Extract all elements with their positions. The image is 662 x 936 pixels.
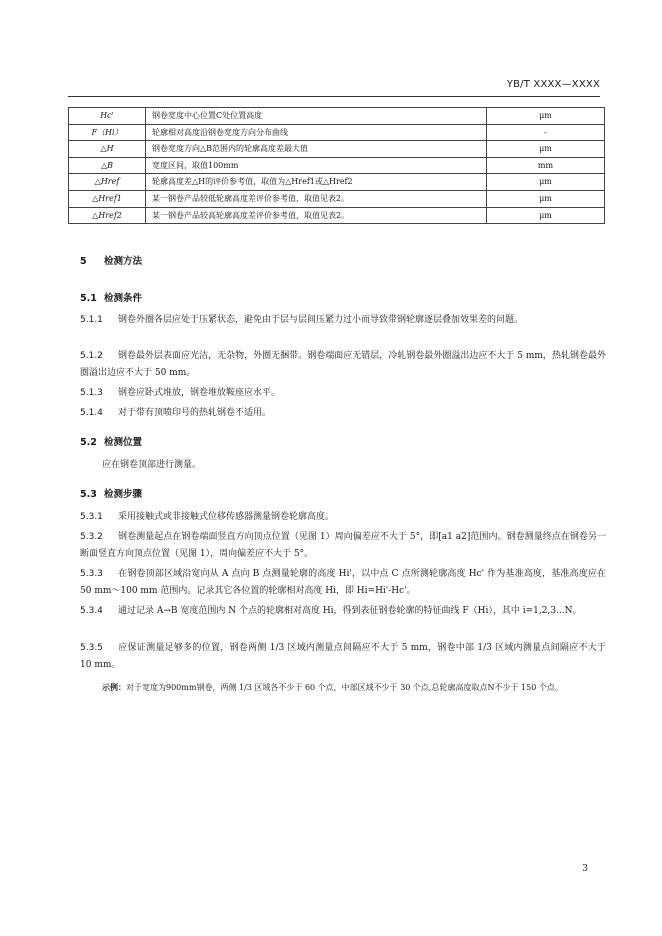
table-row: [69, 207, 605, 224]
description-cell: 钢卷宽度中心位置C处位置高度: [146, 108, 487, 125]
symbol-cell: △Href: [69, 174, 146, 191]
clause-number: 5.1.4: [80, 408, 103, 418]
document-code: YB/T XXXX—XXXX: [506, 79, 600, 90]
description-cell: 宽度区间，取值100mm: [146, 157, 487, 174]
clause-text: 钢卷最外层表面应光洁，无杂物，外圈无捆带。钢卷端面应无错层，冷轧钢卷最外圈溢出边应不大于 5 mm，热轧钢卷最外圈溢出边应不大于 50 mm。: [80, 351, 606, 378]
unit-cell: μm: [487, 108, 605, 125]
clause-number: 5.3.5: [80, 643, 103, 653]
clause-5-1-4: [80, 405, 606, 422]
section-title: 检测方法: [104, 256, 143, 267]
subsection-number: 5.2: [80, 437, 97, 448]
clause-5-1-3: [80, 385, 606, 402]
symbol-cell: △Href2: [69, 207, 146, 224]
clause-text: 应保证测量足够多的位置，钢卷两侧 1/3 区域内测量点间隔应不大于 5 mm，钢卷中部 1/3 区域内测量点间隔应不大于 10 mm。: [80, 643, 606, 670]
table-row: [69, 141, 605, 158]
clause-text: 钢卷外圈各层应处于压紧状态，避免由于层与层间压紧力过小而导致带钢轮廓逐层叠加效果差的问题。: [118, 315, 524, 325]
description-cell: 轮廓相对高度沿钢卷宽度方向分布曲线: [146, 124, 487, 141]
clause-5-3-3: [80, 566, 606, 599]
clause-number: 5.3.3: [80, 569, 103, 579]
subsection-title: 检测条件: [104, 293, 143, 304]
symbol-cell: F（Hi）: [69, 124, 146, 141]
clause-text: 采用接触式或非接触式位移传感器测量钢卷轮廓高度。: [118, 512, 335, 522]
description-cell: 轮廓高度差△H的评价参考值，取值为△Href1或△Href2: [146, 174, 487, 191]
section-number: 5: [80, 256, 87, 267]
clause-number: 5.1.1: [80, 315, 103, 325]
example-label: 示例：: [102, 683, 126, 692]
clause-number: 5.3.4: [80, 606, 103, 616]
clause-text: 在钢卷顶部区域沿宽向从 A 点向 B 点测量轮廓的高度 Hi'，以中点 C 点所测轮廓高度 Hc' 作为基准高度，基准高度应在 50 mm～100 mm 范围内。记录其它各位置的轮廓相对高度 Hi，即 Hi=Hi'-Hc'。: [80, 569, 606, 596]
unit-cell: μm: [487, 207, 605, 224]
subsection-title: 检测步骤: [104, 489, 143, 500]
symbol-cell: △B: [69, 157, 146, 174]
paragraph-5-2: [102, 457, 602, 474]
clause-number: 5.3.1: [80, 512, 103, 522]
clause-number: 5.1.2: [80, 351, 103, 361]
subsection-number: 5.1: [80, 293, 97, 304]
unit-cell: mm: [487, 157, 605, 174]
subsection-number: 5.3: [80, 489, 97, 500]
unit-cell: μm: [487, 141, 605, 158]
description-cell: 某一钢卷产品较高轮廓高度差评价参考值，取值见表2。: [146, 207, 487, 224]
description-cell: 钢卷宽度方向△B范围内的轮廓高度差最大值: [146, 141, 487, 158]
clause-5-3-1: [80, 509, 606, 526]
symbol-cell: Hc': [69, 108, 146, 125]
subsection-title: 检测位置: [104, 437, 143, 448]
subsection-heading: [80, 290, 142, 304]
symbol-cell: △Href1: [69, 190, 146, 207]
table-row: [69, 108, 605, 125]
symbol-cell: △H: [69, 141, 146, 158]
clause-5-3-4: [80, 603, 606, 620]
clause-5-1-2: [80, 348, 606, 381]
table-row: [69, 157, 605, 174]
paragraph-text: 应在钢卷顶部进行测量。: [102, 460, 202, 470]
clause-text: 钢卷测量起点在钢卷端面竖直方向顶点位置（见图 1）周向偏差应不大于 5°，即[a1 a2]范围内。钢卷测量终点在钢卷另一断面竖直方向顶点位置（见图 1），周向偏差应不大于 5°。: [80, 532, 606, 559]
description-cell: 某一钢卷产品较低轮廓高度差评价参考值，取值见表2。: [146, 190, 487, 207]
clause-5-3-5: [80, 640, 606, 673]
clause-text: 钢卷应卧式堆放，钢卷堆放鞍座应水平。: [118, 388, 281, 398]
clause-text: 通过记录 A→B 宽度范围内 N 个点的轮廓相对高度 Hi，得到表征钢卷轮廓的特征曲线 F（Hi），其中 i=1,2,3...N。: [118, 606, 582, 616]
clause-text: 对于带有顶喷印号的热轧钢卷不适用。: [118, 408, 272, 418]
unit-cell: -: [487, 124, 605, 141]
unit-cell: μm: [487, 174, 605, 191]
example-text: 对于宽度为900mm钢卷，两侧 1/3 区域各不少于 60 个点，中部区域不少于 30 个点,总轮廓高度取点N不少于 150 个点。: [126, 683, 563, 692]
table-row: [69, 190, 605, 207]
subsection-heading: [80, 486, 142, 500]
clause-5-1-1: [80, 312, 606, 329]
subsection-heading: [80, 434, 142, 448]
table-row: [69, 174, 605, 191]
header-rule: [68, 96, 600, 97]
table-row: [69, 124, 605, 141]
clause-5-3-2: [80, 529, 606, 562]
unit-cell: μm: [487, 190, 605, 207]
example-note: [80, 680, 606, 697]
clause-number: 5.1.3: [80, 388, 103, 398]
page-number: 3: [582, 864, 588, 874]
clause-number: 5.3.2: [80, 532, 103, 542]
section-heading: [80, 253, 142, 267]
symbols-table: [68, 107, 605, 224]
